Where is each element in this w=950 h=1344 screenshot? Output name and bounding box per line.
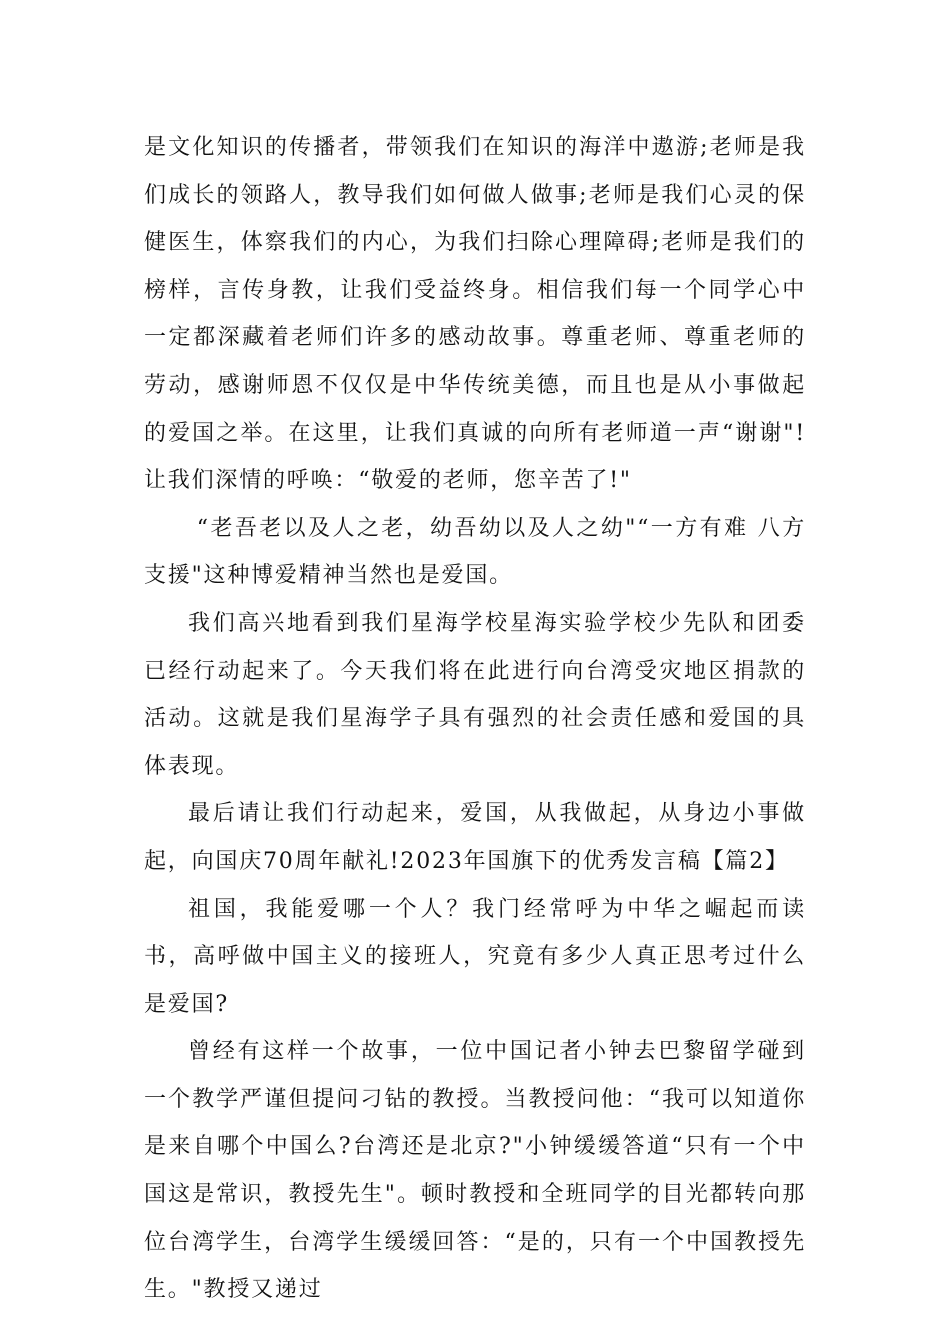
paragraph-teachers: 是文化知识的传播者，带领我们在知识的海洋中遨游;老师是我们成长的领路人，教导我们如何做人做事;老师是我们心灵的保健医生，体察我们的内心，为我们扫除心理障碍;老师是我们的榜样，言传身教，让我们受益终身。相信我们每一个同学心中一定都深藏着老师们许多的感动故事。尊重老师、尊重老师的劳动，感谢师恩不仅仅是中华传统美德，而且也是从小事做起的爱国之举。在这里，让我们真诚的向所有老师道一声“谢谢"!让我们深情的呼唤：“敬爱的老师，您辛苦了!" <box>144 135 806 494</box>
paragraph-motherland: 祖国，我能爱哪一个人？我门经常呼为中华之崛起而读书，高呼做中国主义的接班人，究竟有多少人真正思考过什么是爱国? <box>144 896 806 1017</box>
paragraph-fraternity: “老吾老以及人之老，幼吾幼以及人之幼"“一方有难 八方支援"这种博爱精神当然也是爱国。 <box>144 515 806 589</box>
paragraph-school-action: 我们高兴地看到我们星海学校星海实验学校少先队和团委已经行动起来了。今天我们将在此进行向台湾受灾地区捐款的活动。这就是我们星海学子具有强烈的社会责任感和爱国的具体表现。 <box>144 610 806 779</box>
paragraph-story: 曾经有这样一个故事，一位中国记者小钟去巴黎留学碰到一个教学严谨但提问刁钻的教授。当教授问他：“我可以知道你是来自哪个中国么?台湾还是北京?"小钟缓缓答道“只有一个中国这是常识，教授先生"。顿时教授和全班同学的目光都转向那位台湾学生，台湾学生缓缓回答：“是的，只有一个中国教授先生。"教授又递过 <box>144 1039 806 1303</box>
paragraph-closing: 最后请让我们行动起来，爱国，从我做起，从身边小事做起，向国庆70周年献礼!2023年国旗下的优秀发言稿【篇2】 <box>144 801 806 874</box>
document-page <box>144 124 806 1314</box>
